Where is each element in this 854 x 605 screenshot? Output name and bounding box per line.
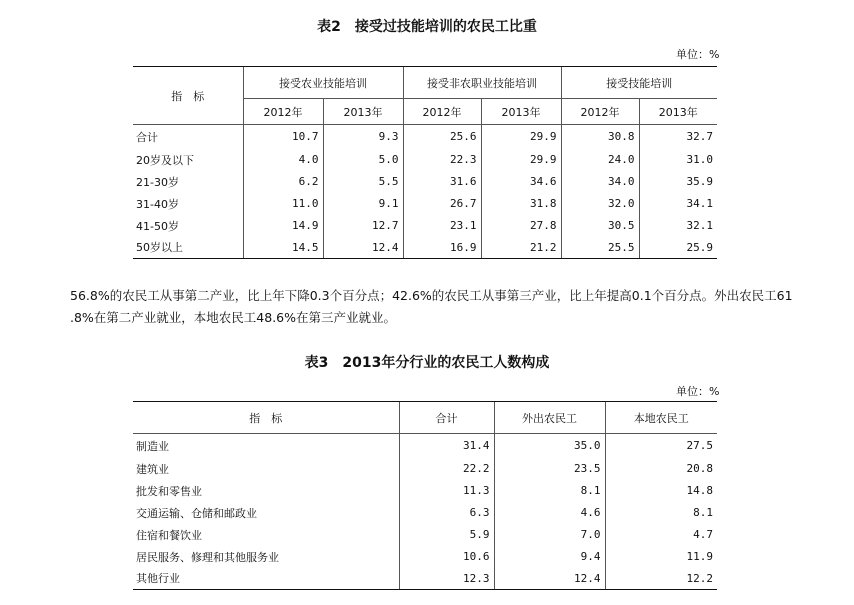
table2-group-header: 接受农业技能培训	[243, 67, 403, 99]
row-label: 20岁及以下	[136, 153, 194, 167]
cell-value: 6.3	[399, 502, 494, 524]
cell-value: 10.6	[399, 546, 494, 568]
cell-value: 12.2	[605, 568, 717, 590]
cell-value: 5.0	[323, 149, 403, 171]
table-row	[133, 458, 717, 480]
row-label: 合计	[136, 130, 158, 144]
cell-value: 21.2	[481, 237, 561, 259]
cell-value: 31.0	[639, 149, 717, 171]
table2-year-header: 2012年	[561, 99, 639, 125]
table2-title: 表2 接受过技能培训的农民工比重	[317, 19, 537, 35]
cell-value: 12.3	[399, 568, 494, 590]
paragraph-line: .8%在第二产业就业，本地农民工48.6%在第三产业就业。	[70, 310, 397, 325]
table2-year-header: 2013年	[481, 99, 561, 125]
table3-unit: 单位：%	[676, 385, 720, 398]
row-label: 31-40岁	[136, 197, 179, 211]
cell-value: 7.0	[494, 524, 605, 546]
cell-value: 34.0	[561, 171, 639, 193]
cell-value: 8.1	[494, 480, 605, 502]
row-label: 制造业	[136, 439, 169, 453]
cell-value: 14.8	[605, 480, 717, 502]
cell-value: 12.4	[494, 568, 605, 590]
table-row	[133, 568, 717, 590]
cell-value: 4.6	[494, 502, 605, 524]
cell-value: 25.9	[639, 237, 717, 259]
cell-value: 34.1	[639, 193, 717, 215]
table-row	[133, 502, 717, 524]
row-label: 建筑业	[136, 462, 169, 476]
cell-value: 32.7	[639, 125, 717, 149]
cell-value: 22.2	[399, 458, 494, 480]
cell-value: 16.9	[403, 237, 481, 259]
row-label: 50岁以上	[133, 237, 243, 259]
cell-value: 22.3	[403, 149, 481, 171]
table2-unit: 单位：%	[676, 48, 720, 61]
table-row	[133, 149, 717, 171]
cell-value: 9.3	[323, 125, 403, 149]
cell-value: 10.7	[243, 125, 323, 149]
cell-value: 29.9	[481, 149, 561, 171]
cell-value: 4.0	[243, 149, 323, 171]
cell-value: 11.9	[605, 546, 717, 568]
table-row	[133, 434, 717, 458]
cell-value: 32.0	[561, 193, 639, 215]
row-label: 住宿和餐饮业	[136, 528, 202, 542]
cell-value: 14.9	[243, 215, 323, 237]
cell-value: 11.0	[243, 193, 323, 215]
cell-value: 35.9	[639, 171, 717, 193]
cell-value: 29.9	[481, 125, 561, 149]
cell-value: 23.1	[403, 215, 481, 237]
cell-value: 31.6	[403, 171, 481, 193]
cell-value: 34.6	[481, 171, 561, 193]
table2	[133, 66, 717, 259]
table-row	[133, 237, 717, 259]
row-label: 居民服务、修理和其他服务业	[136, 550, 279, 564]
table3-header: 指 标	[133, 402, 399, 434]
cell-value: 9.4	[494, 546, 605, 568]
cell-value: 6.2	[243, 171, 323, 193]
row-label: 其他行业	[133, 568, 399, 590]
cell-value: 24.0	[561, 149, 639, 171]
table2-row-header: 指 标	[133, 67, 243, 125]
table2-year-header: 2012年	[403, 99, 481, 125]
table-row	[133, 546, 717, 568]
table3-header: 本地农民工	[605, 402, 717, 434]
cell-value: 14.5	[243, 237, 323, 259]
table2-group-header: 接受非农职业技能培训	[403, 67, 561, 99]
paragraph-line: 56.8%的农民工从事第二产业，比上年下降0.3个百分点；42.6%的农民工从事第三产业，比上年提高0.1个百分点。外出农民工61	[70, 288, 793, 303]
row-label: 21-30岁	[136, 175, 179, 189]
cell-value: 27.5	[605, 434, 717, 458]
cell-value: 32.1	[639, 215, 717, 237]
table-row	[133, 215, 717, 237]
cell-value: 25.5	[561, 237, 639, 259]
table3-header: 外出农民工	[494, 402, 605, 434]
cell-value: 5.9	[399, 524, 494, 546]
cell-value: 11.3	[399, 480, 494, 502]
cell-value: 20.8	[605, 458, 717, 480]
row-label: 批发和零售业	[136, 484, 202, 498]
table2-year-header: 2012年	[243, 99, 323, 125]
row-label: 交通运输、仓储和邮政业	[136, 506, 257, 520]
table3	[133, 401, 717, 590]
cell-value: 25.6	[403, 125, 481, 149]
cell-value: 9.1	[323, 193, 403, 215]
cell-value: 4.7	[605, 524, 717, 546]
cell-value: 8.1	[605, 502, 717, 524]
cell-value: 30.8	[561, 125, 639, 149]
cell-value: 23.5	[494, 458, 605, 480]
body-paragraph	[70, 285, 845, 329]
table-row	[133, 480, 717, 502]
cell-value: 35.0	[494, 434, 605, 458]
cell-value: 5.5	[323, 171, 403, 193]
cell-value: 31.4	[399, 434, 494, 458]
table-row	[133, 524, 717, 546]
table3-header: 合计	[399, 402, 494, 434]
cell-value: 30.5	[561, 215, 639, 237]
cell-value: 27.8	[481, 215, 561, 237]
table3-title: 表3 2013年分行业的农民工人数构成	[304, 355, 550, 371]
row-label: 41-50岁	[136, 219, 179, 233]
table2-group-header: 接受技能培训	[561, 67, 717, 99]
table-row	[133, 171, 717, 193]
table2-year-header: 2013年	[323, 99, 403, 125]
cell-value: 31.8	[481, 193, 561, 215]
table2-year-header: 2013年	[639, 99, 717, 125]
table-row	[133, 125, 717, 149]
table-row	[133, 193, 717, 215]
cell-value: 26.7	[403, 193, 481, 215]
cell-value: 12.7	[323, 215, 403, 237]
cell-value: 12.4	[323, 237, 403, 259]
